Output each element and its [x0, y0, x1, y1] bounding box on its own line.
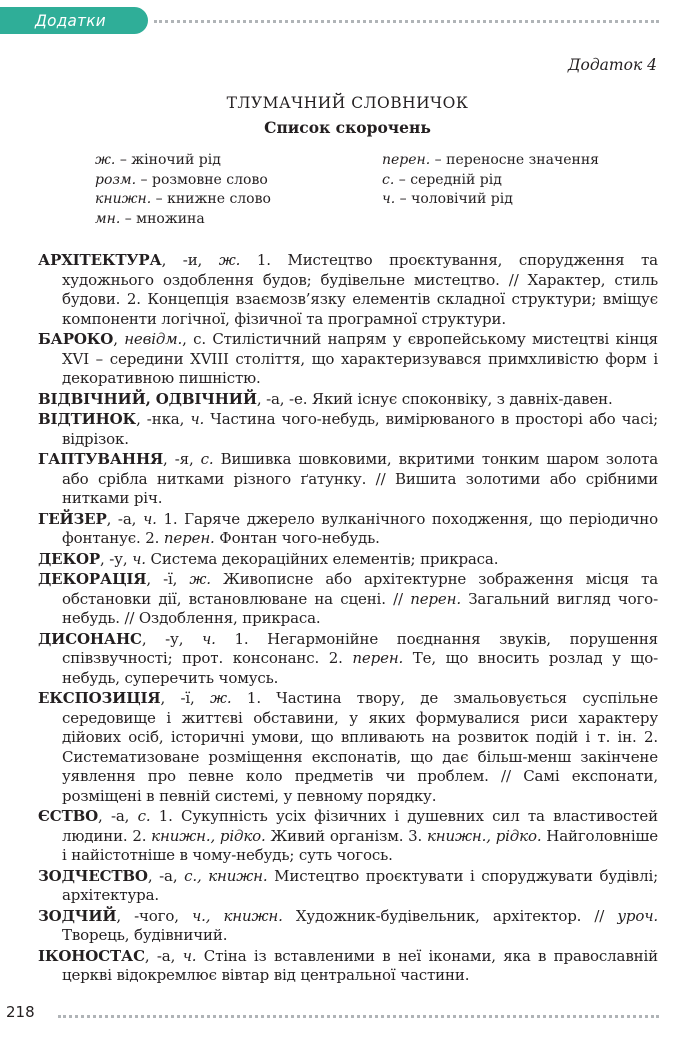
definition-text: , -а,	[144, 946, 183, 965]
abbreviation-row	[382, 171, 599, 191]
definition-text: , -я,	[163, 450, 201, 468]
abbreviation: книжн.	[95, 191, 152, 207]
definition-text: , -а,	[106, 509, 143, 528]
headword: ГЕЙЗЕР	[38, 509, 107, 528]
abbreviation: с.	[382, 171, 395, 188]
definition-text: ,	[113, 330, 125, 348]
grammar-label: ч.	[190, 410, 205, 428]
grammar-label: перен.	[163, 529, 215, 547]
definition-text: , -а, -е. Який існує споконвіку, з давніх-давен.	[256, 389, 613, 408]
definition-text: , -у,	[100, 549, 133, 568]
abbreviation-row	[95, 171, 271, 191]
abbreviation: ч.	[382, 191, 396, 207]
definition-text: , -ї,	[146, 570, 190, 588]
definition-text: Мистецтво проєктувати і споруджувати будівлі; архітектура.	[62, 866, 658, 904]
abbreviation-meaning: – розмовне слово	[136, 171, 268, 188]
headword: ДЕКОРАЦІЯ	[38, 570, 147, 588]
definition-text: Система декораційних елементів; прикраса.	[145, 549, 499, 568]
grammar-label: ч.	[202, 629, 216, 648]
definition-text: 1. Негармонійне поєднання звуків, порушення співзвучності; прот. консонанс. 2.	[62, 629, 658, 667]
definition-text: Стіна із вставленими в неї іконами, яка в православній церкві відокремлює вівтар від центральної частини.	[62, 946, 658, 984]
grammar-label: ч., книжн.	[191, 906, 283, 925]
definition-text: Те, що вносить розлад у що-небудь, суперечить чомусь.	[62, 649, 658, 687]
definition-text: Частина чого-небудь, вимірюваного в просторі або часі; відрізок.	[62, 410, 658, 448]
grammar-label: книжн., рідко.	[426, 826, 542, 845]
definition-text: 1. Частина твору, де змальовується суспільне середовище і життєві обставини, у яких формувалися риси характеру дійових осіб, історичні умови, що впливають на розвиток подій і т. ін. 2. Систематизоване розміщення експонатів, що дає більш-менш закінчене уявлення про певне коло предметів чи проблем. // Самі експонати, розміщені в певній системі, у певному порядку.	[62, 689, 658, 805]
page-subtitle: Список скорочень	[264, 118, 431, 137]
headword: ВІДТИНОК	[38, 410, 137, 428]
headword: ЄСТВО	[38, 807, 99, 825]
definition-text: Живий організм. 3.	[265, 826, 427, 845]
definition-text: , -а,	[147, 866, 185, 885]
grammar-label: с.	[200, 450, 214, 468]
headword: ЕКСПОЗИЦІЯ	[38, 689, 161, 707]
definition-text: , -а,	[98, 807, 138, 825]
glossary-entry	[38, 390, 658, 410]
abbreviation: ж.	[95, 152, 116, 168]
abbreviations-right	[382, 151, 599, 210]
definition-text: Творець, будівничий.	[62, 926, 228, 944]
headword: ГАПТУВАННЯ	[38, 450, 164, 468]
headword: ІКОНОСТАС	[38, 946, 145, 965]
headword: ДЕКОР	[38, 549, 101, 568]
headword: ЗОДЧИЙ	[38, 906, 117, 925]
abbreviation: розм.	[95, 171, 137, 188]
definition-text: , -нка,	[136, 410, 191, 428]
definition-text: , -ї,	[160, 689, 211, 707]
glossary-entry	[38, 689, 658, 806]
glossary-entry	[38, 450, 658, 509]
abbreviation-meaning: – жіночий рід	[115, 152, 221, 168]
grammar-label: ж.	[218, 251, 241, 269]
grammar-label: ж.	[189, 570, 211, 588]
abbreviation-row	[95, 190, 271, 210]
glossary-entry	[38, 947, 658, 986]
grammar-label: перен.	[352, 649, 404, 667]
grammar-label: книжн., рідко.	[151, 826, 266, 845]
glossary-entry	[38, 330, 658, 389]
grammar-label: перен.	[410, 589, 461, 608]
abbreviations-left	[95, 151, 271, 229]
grammar-label: с., книжн.	[184, 866, 268, 885]
headword: ДИСОНАНС	[38, 629, 142, 648]
glossary-entry	[38, 550, 658, 570]
appendix-label: Додаток 4	[567, 56, 657, 74]
section-label: Додатки	[35, 11, 106, 30]
glossary-entry	[38, 630, 658, 689]
glossary-entry	[38, 907, 658, 946]
definition-text: Художник-будівельник, архітектор. //	[282, 906, 618, 925]
glossary-entries	[38, 251, 658, 987]
definition-text: 1. Сукупність усіх фізичних і душевних сил та властивостей людини. 2.	[62, 807, 658, 845]
glossary-entry	[38, 251, 658, 329]
abbreviation: мн.	[95, 210, 121, 227]
definition-text: , -чого,	[116, 906, 192, 925]
page-title: ТЛУМАЧНИЙ СЛОВНИЧОК	[226, 94, 469, 112]
grammar-label: ж.	[210, 689, 232, 707]
definition-text: Загальний вигляд чого-небудь. // Оздоблення, прикраса.	[62, 589, 658, 627]
definition-text: Живописне або архітектурне зображення місця та обстановки дії, встановлюване на сцені. //	[62, 570, 659, 608]
section-tab	[0, 7, 148, 34]
abbreviation-meaning: – переносне значення	[430, 152, 600, 168]
grammar-label: ч.	[142, 509, 157, 528]
grammar-label: с.	[137, 807, 151, 825]
grammar-label: уроч.	[617, 906, 658, 925]
abbreviation-row	[95, 210, 271, 230]
headword: ВІДВІЧНИЙ, ОДВІЧНИЙ	[38, 389, 257, 408]
headword: БАРОКО	[38, 330, 114, 348]
definition-text: , -и,	[161, 251, 219, 269]
headword: ЗОДЧЕСТВО	[38, 866, 148, 885]
abbreviation: перен.	[382, 152, 431, 168]
grammar-label: ч.	[182, 946, 197, 965]
header-dotted-rule	[154, 20, 659, 23]
glossary-entry	[38, 867, 658, 906]
footer-dotted-rule	[58, 1015, 659, 1018]
abbreviation-meaning: – множина	[120, 210, 205, 227]
glossary-entry	[38, 807, 658, 866]
definition-text: 1. Гаряче джерело вулканічного походження, що періодично фонтанує. 2.	[62, 509, 658, 547]
glossary-entry	[38, 510, 658, 549]
abbreviation-row	[95, 151, 271, 171]
abbreviation-meaning: – чоловічий рід	[395, 191, 513, 207]
definition-text: , с. Стилістичний напрям у європейському мистецтві кінця XVI – середини XVIII століття, що характеризувався примхливістю форм і декоративною пишністю.	[62, 330, 658, 387]
glossary-entry	[38, 570, 658, 629]
abbreviation-meaning: – середній рід	[394, 171, 502, 188]
grammar-label: невідм.	[124, 330, 183, 348]
abbreviation-row	[382, 190, 599, 210]
definition-text: 1. Мистецтво проєктування, спорудження та художнього оздоблення будов; будівельне мистецтво. // Характер, стиль будови. 2. Концепція взаємозв’язку елементів складної структури; вміщує компоненти логічної, фізичної та програмної структури.	[62, 251, 658, 328]
glossary-entry	[38, 410, 658, 449]
grammar-label: ч.	[132, 549, 146, 568]
abbreviation-row	[382, 151, 599, 171]
definition-text: , -у,	[141, 629, 202, 648]
definition-text: Фонтан чого-небудь.	[214, 529, 380, 547]
page-number: 218	[6, 1003, 35, 1021]
definition-text: Найголовніше і найістотніше в чому-небудь; суть чогось.	[62, 826, 659, 864]
definition-text: Вишивка шовковими, вкритими тонким шаром золота або срібла нитками різного ґатунку. // Вишита золотими або срібними нитками річ.	[62, 450, 658, 507]
headword: АРХІТЕКТУРА	[38, 251, 162, 269]
abbreviation-meaning: – книжне слово	[151, 191, 271, 207]
